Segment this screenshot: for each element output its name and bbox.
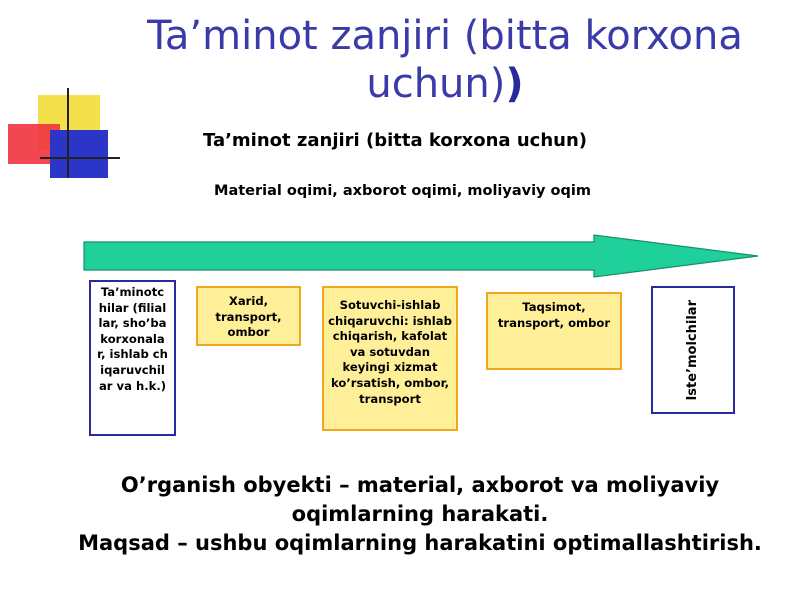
bottom-text [60, 471, 780, 558]
flows-caption: Material oqimi, axborot oqimi, moliyaviy oqim [214, 183, 591, 199]
page-title-text: Ta’minot zanjiri (bitta korxona uchun) [147, 13, 743, 107]
box-manufacturer-text: Sotuvchi-ishlab chiqaruvchi: ishlab chiqarish, kafolat va sotuvdan keyingi xizmat ko’rsatish, ombor, transport [328, 298, 452, 406]
box-suppliers [89, 280, 176, 436]
flow-arrow [82, 234, 762, 278]
box-purchase-text: Xarid, transport, ombor [215, 294, 282, 340]
box-distribution-text: Taqsimot, transport, ombor [497, 300, 611, 330]
diagram-subtitle: Ta’minot zanjiri (bitta korxona uchun) [202, 130, 587, 151]
box-consumers [651, 286, 735, 414]
bottom-line-goal: Maqsad – ushbu oqimlarning harakatini optimallashtirish. [78, 531, 762, 555]
box-manufacturer [322, 286, 458, 431]
box-consumers-text: Iste’molchilar [685, 299, 701, 401]
bottom-line-object: O’rganish obyekti – material, axborot va moliyaviy oqimlarning harakati. [120, 473, 720, 526]
box-suppliers-text: Ta’minotchilar (filiallar, sho’ba korxonalar, ishlab chiqaruvchilar va h.k.) [97, 285, 168, 393]
box-purchase [196, 286, 301, 346]
box-distribution [486, 292, 622, 370]
page-title [100, 12, 790, 108]
page-title-extra-paren: ) [505, 61, 524, 107]
